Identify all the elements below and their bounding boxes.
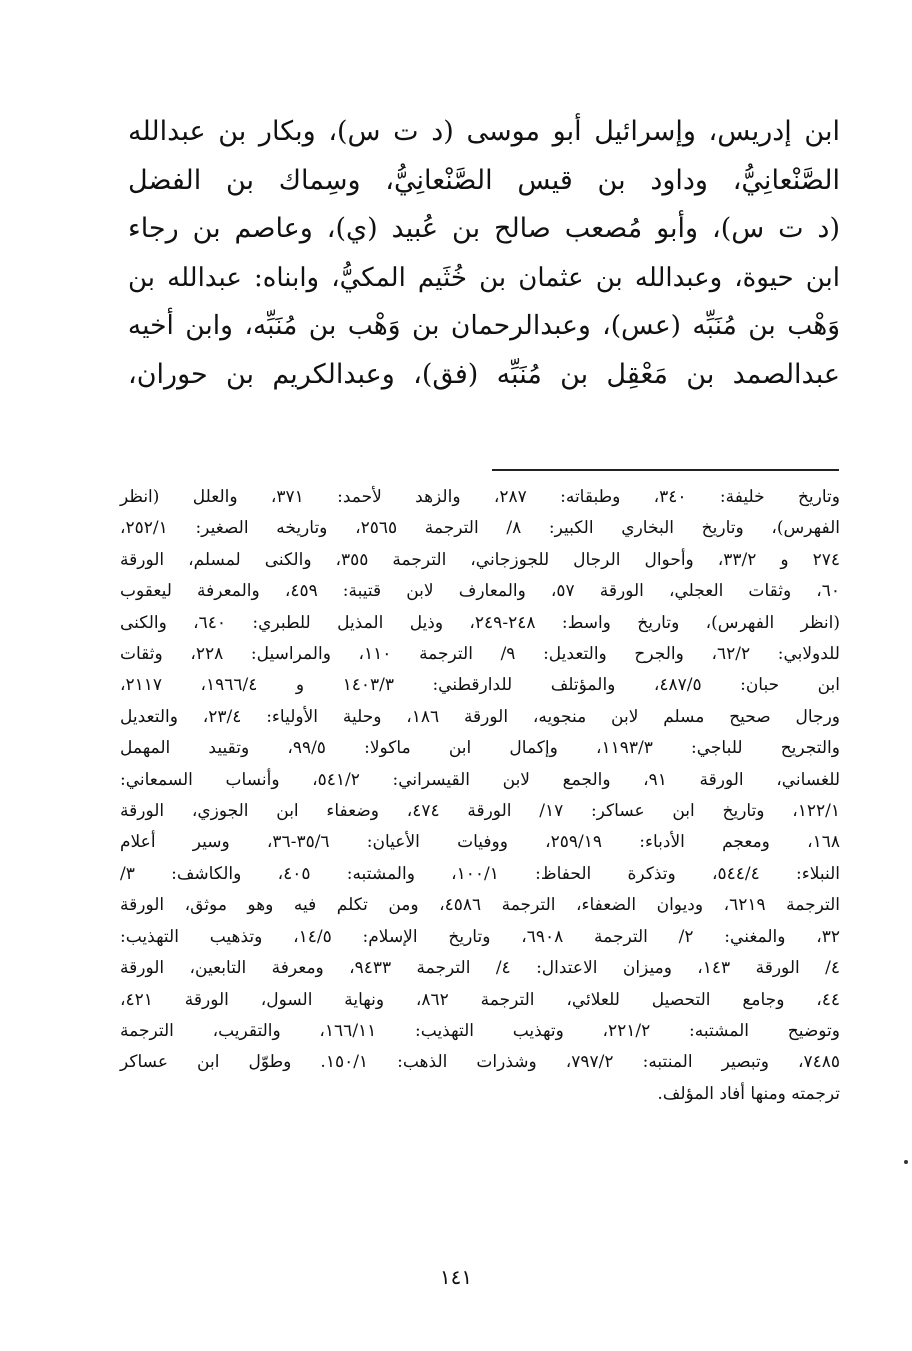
footnote-line: ترجمته ومنها أفاد المؤلف. xyxy=(657,1083,840,1104)
page-number: ١٤١ xyxy=(439,1265,473,1289)
footnote-line: وتاريخ خليفة: ٣٤٠، وطبقاته: ٢٨٧، والزهد لأحمد: ٣٧١، والعلل (انظر xyxy=(120,487,840,507)
main-text-body xyxy=(128,108,840,400)
footnote-line: ورجال صحيح مسلم لابن منجويه، الورقة ١٨٦، وحلية الأولياء: ٢٣/٤، والتعديل xyxy=(120,706,840,727)
main-text-line: (د ت س)، وأبو مُصعب صالح بن عُبيد (ي)، وعاصم بن رجاء xyxy=(128,213,840,245)
main-text-line: وَهْب بن مُنَبِّه (عس)، وعبدالرحمان بن وَهْب بن مُنَبِّه، وابن أخيه xyxy=(127,310,840,342)
footnote-line: ٦٠، وثقات العجلي، الورقة ٥٧، والمعارف لابن قتيبة: ٤٥٩، والمعرفة ليعقوب xyxy=(120,581,840,602)
footnote-line: ٣٢، والمغني: ٢/ الترجمة ٦٩٠٨، وتاريخ الإسلام: ١٤/٥، وتذهيب التهذيب: xyxy=(120,926,840,947)
footnote-line: ٤٤، وجامع التحصيل للعلائي، الترجمة ٨٦٢، ونهاية السول، الورقة ٤٢١، xyxy=(120,989,840,1010)
footnote-line: النبلاء: ٥٤٤/٤، وتذكرة الحفاظ: ١٠٠/١، والمشتبه: ٤٠٥، والكاشف: ٣/ xyxy=(120,863,840,884)
main-text-line: عبدالصمد بن مَعْقِل بن مُنَبِّه (فق)، وعبدالكريم بن حوران، xyxy=(128,358,840,390)
footnote-line: ١٦٨، ومعجم الأدباء: ٢٥٩/١٩، ووفيات الأعيان: ٣٥/٦-٣٦، وسير أعلام xyxy=(120,832,840,853)
footnote-line: ٧٤٨٥، وتبصير المنتبه: ٧٩٧/٢، وشذرات الذهب: ١٥٠/١. وطوّل ابن عساكر xyxy=(120,1052,840,1073)
footnote-line: للدولابي: ٦٢/٢، والجرح والتعديل: ٩/ الترجمة ١١٠، والمراسيل: ٢٢٨، وثقات xyxy=(120,644,840,665)
footnote-line: (انظر الفهرس)، وتاريخ واسط: ٢٤٨-٢٤٩، وذيل المذيل للطبري: ٦٤٠، والكنى xyxy=(120,612,840,633)
main-text-line: ابن إدريس، وإسرائيل أبو موسى (د ت س)، وبكار بن عبدالله xyxy=(128,116,840,147)
footnote-line: ٤/ الورقة ١٤٣، وميزان الاعتدال: ٤/ الترجمة ٩٤٣٣، ومعرفة التابعين، الورقة xyxy=(120,958,840,979)
footnote-line: للغساني، الورقة ٩١، والجمع لابن القيسراني: ٥٤١/٢، وأنساب السمعاني: xyxy=(120,769,841,790)
scan-speck xyxy=(904,1160,908,1164)
footnote-line: ١٢٢/١، وتاريخ ابن عساكر: ١٧/ الورقة ٤٧٤، وضعفاء ابن الجوزي، الورقة xyxy=(120,801,841,822)
footnote-block xyxy=(120,482,840,1110)
footnote-line: والتجريح للباجي: ١١٩٣/٣، وإكمال ابن ماكولا: ٩٩/٥، وتقييد المهمل xyxy=(120,738,840,759)
footnote-line: وتوضيح المشتبه: ٢٢١/٢، وتهذيب التهذيب: ١٦٦/١١، والتقريب، الترجمة xyxy=(120,1020,840,1041)
footnote-line: ابن حبان: ٤٨٧/٥، والمؤتلف للدارقطني: ١٤٠٣/٣ و ١٩٦٦/٤، ٢١١٧، xyxy=(120,675,840,696)
footnote-line: ٢٧٤ و ٣٣/٢، وأحوال الرجال للجوزجاني، الترجمة ٣٥٥، والكنى لمسلم، الورقة xyxy=(120,549,840,570)
main-text-line: الصَّنْعانِيُّ، وداود بن قيس الصَّنْعانِيُّ، وسِماك بن الفضل xyxy=(128,164,840,196)
main-text-line: ابن حيوة، وعبدالله بن عثمان بن خُثَيم المكيُّ، وابناه: عبدالله بن xyxy=(128,262,840,293)
footnote-line: الترجمة ٦٢١٩، وديوان الضعفاء، الترجمة ٤٥٨٦، ومن تكلم فيه وهو موثق، الورقة xyxy=(120,895,840,916)
footnote-line: الفهرس)، وتاريخ البخاري الكبير: ٨/ الترجمة ٢٥٦٥، وتاريخه الصغير: ٢٥٢/١، xyxy=(120,518,840,539)
footnote-separator xyxy=(492,469,839,471)
